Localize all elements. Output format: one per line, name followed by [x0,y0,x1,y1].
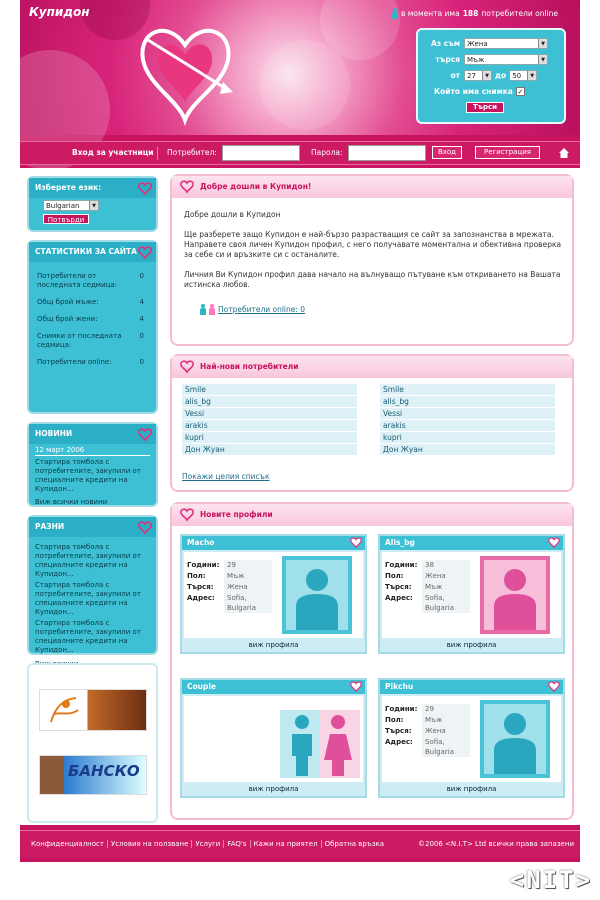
user-link[interactable]: arakis [380,420,555,432]
profile-card-body [382,696,561,782]
register-button[interactable]: Регистрация [475,146,540,159]
profile-field-label: Пол: [385,716,404,724]
footer-link[interactable]: FAQ's [224,840,250,848]
chevron-down-icon: ▼ [538,39,547,48]
chevron-down-icon: ▼ [89,201,98,210]
user-link[interactable]: alis_bg [182,396,357,408]
online-users-row [200,304,572,315]
profile-card[interactable] [378,534,565,654]
show-all-users-link[interactable]: Покажи целия списък [182,472,270,481]
newest-users-title-text: Най-нови потребители [200,362,299,371]
profile-name[interactable]: Alis_bg [385,538,415,547]
profile-name[interactable]: Macho [187,538,215,547]
misc-item[interactable]: Стартира томбола с потребителите, закупили от специалните кредити на Купидон... [35,581,141,616]
user-link[interactable]: Дон Жуан [182,444,357,456]
stat-value: 0 [139,272,144,280]
chevron-down-icon: ▼ [482,71,491,80]
profile-card-header [182,536,365,550]
footer-link[interactable]: Конфиденциалност [28,840,108,848]
footer-link[interactable]: Кажи на приятел [251,840,322,848]
user-icon [392,8,398,19]
welcome-paragraph-2: Личния Ви Купидон профил дава начало на вълнуващо пътуване към откриването на Вашата истинска любов. [184,270,561,289]
age-to-value: 50 [512,71,522,80]
seeking-label: търся [435,55,460,64]
view-profile-link[interactable]: виж профила [380,638,563,652]
newest-users-title [172,356,572,378]
age-to-label: до [495,71,507,80]
footer [20,830,580,857]
news-box [27,422,158,507]
stat-label: Снимки от последната седмица: [37,332,122,349]
language-title-text: Изберете език: [35,183,102,192]
ad-logo-icon [46,694,84,726]
home-icon[interactable] [558,147,570,159]
heart-icon [350,537,362,548]
profile-card-header [182,680,365,694]
age-to-select[interactable] [509,70,537,81]
view-profile-link[interactable]: виж профила [182,638,365,652]
age-from-select[interactable] [464,70,492,81]
stat-row [29,358,156,367]
profile-card[interactable] [378,678,565,798]
stat-label: Общ брой мъже: [37,298,99,306]
stat-row [29,298,156,307]
footer-link[interactable]: Услуги [192,840,224,848]
search-button[interactable]: Търси [466,102,504,113]
language-confirm-button[interactable]: Потвърди [43,214,89,224]
page-frame [20,0,580,862]
user-link[interactable]: Дон Жуан [380,444,555,456]
online-counter [392,8,558,19]
photo-label: Който има снимка [434,87,513,96]
username-label: Потребител: [167,148,217,157]
profile-field-label: Адрес: [385,594,413,602]
welcome-title [172,176,572,198]
profile-card-body [184,696,363,782]
profile-field-value: Sofia, Bulgaria [224,593,272,613]
login-title: Вход за участници [72,148,154,157]
profile-field-label: Търся: [385,727,412,735]
heart-icon [180,508,194,521]
profile-field-label: Адрес: [187,594,215,602]
profile-field-value: Мъж [422,582,470,593]
ads-box [27,663,158,823]
profile-field-label: Години: [385,561,418,569]
heart-icon [138,182,152,195]
heart-icon [350,681,362,692]
footer-link[interactable]: Обратна връзка [324,840,385,848]
stats-title-text: СТАТИСТИКИ ЗА САЙТА [35,247,137,256]
stat-value: 0 [139,358,144,366]
heart-arrow-art [138,20,233,130]
misc-item[interactable]: Стартира томбола с потребителите, закупили от специалните кредити на Купидон... [35,619,141,654]
profile-field-label: Търся: [187,583,214,591]
age-from-label: от [450,71,460,80]
profile-field-value: Жена [224,582,272,593]
profile-field-label: Години: [187,561,220,569]
site-logo[interactable]: Купидон [29,5,90,19]
user-link[interactable]: alis_bg [380,396,555,408]
footer-links [28,840,387,848]
view-profile-link[interactable]: виж профила [182,782,365,796]
stat-value: 0 [139,332,144,340]
ad-banner-2-text: БАНСКО [68,762,140,780]
stat-label: Потребители от последната седмица: [37,272,118,289]
profile-card-header [380,536,563,550]
misc-title [29,517,156,537]
profile-card-body [184,552,363,638]
photo-checkbox[interactable]: ✓ [517,88,524,96]
profile-field-value: Sofia, Bulgaria [422,593,470,613]
profile-field-value: Мъж [422,715,470,726]
nit-watermark: <NIT> [509,866,592,894]
user-link[interactable]: arakis [182,420,357,432]
new-profiles-title-text: Новите профили [200,510,273,519]
profile-field-value: 29 [422,704,470,715]
misc-item[interactable]: Стартира томбола с потребителите, закупили от специалните кредити на Купидон... [35,543,141,578]
profile-avatar[interactable] [480,700,550,778]
age-from-value: 27 [467,71,476,80]
profile-field-value: Мъж [224,571,272,582]
login-bar [20,141,580,165]
view-profile-link[interactable]: виж профила [380,782,563,796]
new-profiles-title [172,504,572,526]
language-value: Bulgarian [46,201,80,210]
welcome-heading: Добре дошли в Купидон [184,210,281,219]
i-am-select[interactable] [464,38,548,49]
chevron-down-icon: ▼ [538,55,547,64]
ad-banner-1[interactable] [39,689,147,731]
online-count: 188 [462,9,479,18]
i-am-label: Аз съм [431,39,460,48]
heart-icon [180,360,194,373]
profile-field-value: Жена [422,726,470,737]
chevron-down-icon: ▼ [527,71,536,80]
newest-users-col-2 [380,384,555,456]
profile-card-header [380,680,563,694]
stats-box [27,240,158,414]
user-link[interactable]: kupri [182,432,357,444]
users-icon [200,304,206,315]
news-title [29,424,156,444]
newest-users-box [170,354,574,492]
profile-card[interactable] [180,678,367,798]
profile-name[interactable]: Couple [187,682,217,691]
profile-avatar[interactable] [480,556,550,634]
profile-card-body [382,552,561,638]
username-input[interactable] [222,145,300,161]
user-icon [209,304,215,315]
all-news-link[interactable]: Виж всички новини [35,498,108,506]
profile-field-label: Години: [385,705,418,713]
i-am-value: Жена [467,39,488,48]
online-suffix: потребители online [481,9,558,18]
misc-title-text: РАЗНИ [35,522,65,531]
divider [157,147,158,160]
profile-field-label: Адрес: [385,738,413,746]
online-users-link[interactable]: Потребители online: 0 [218,305,306,314]
stat-label: Потребители online: [37,358,112,366]
footer-link[interactable]: Условия на ползване [108,840,192,848]
profile-field-value: Sofia, Bulgaria [422,737,470,757]
profile-avatar[interactable] [280,700,360,778]
language-title [29,178,156,198]
news-title-text: НОВИНИ [35,429,73,438]
search-panel [416,28,566,124]
news-item[interactable]: Стартира томбола с потребителите, закупили от специалните кредити на Купидон... [35,458,141,493]
user-link[interactable]: Vessi [182,408,357,420]
ad-banner-2[interactable] [39,755,147,795]
profile-field-value: 38 [422,560,470,571]
new-profiles-box [170,502,574,820]
seeking-select[interactable] [464,54,548,65]
welcome-title-text: Добре дошли в Купидон! [200,182,312,191]
heart-icon [180,180,194,193]
user-link[interactable]: Vessi [380,408,555,420]
copyright: ©2006 <N.I.T> Ltd всички права запазени [418,840,574,848]
heart-icon [138,428,152,441]
news-date: 12 март 2006 [35,446,150,456]
welcome-paragraph: Ще разберете защо Купидон е най-бързо разрастващия се сайт за запознанства в мрежата. Направете своя личен Купидон профил, с него получавате моментална и обективна проверка за себе си и връзките си с останалите. [184,230,562,259]
stat-row [29,315,156,324]
login-button[interactable]: Вход [432,146,462,159]
stat-value: 4 [139,298,144,306]
stat-row [29,332,156,350]
password-input[interactable] [348,145,426,161]
stats-list [29,272,156,367]
heart-icon [548,537,560,548]
user-link[interactable]: kupri [380,432,555,444]
seeking-value: Мъж [467,55,485,64]
misc-box [27,515,158,655]
heart-icon [138,521,152,534]
profile-avatar[interactable] [282,556,352,634]
welcome-box [170,174,574,346]
profile-field-label: Пол: [187,572,206,580]
profile-name[interactable]: Pikchu [385,682,414,691]
stat-label: Общ брой жени: [37,315,98,323]
language-box [27,176,158,232]
profile-card[interactable] [180,534,367,654]
content-area [20,168,580,825]
user-link[interactable]: Smile [380,384,555,396]
profile-field-label: Пол: [385,572,404,580]
header-banner [20,0,580,135]
profile-field-value: Жена [422,571,470,582]
language-select[interactable] [43,200,99,211]
heart-icon [548,681,560,692]
stat-value: 4 [139,315,144,323]
heart-icon [138,246,152,259]
newest-users-col-1 [182,384,357,456]
profile-field-label: Търся: [385,583,412,591]
online-prefix: в момента има [400,9,460,18]
stats-title [29,242,156,262]
user-link[interactable]: Smile [182,384,357,396]
password-label: Парола: [311,148,343,157]
stat-row [29,272,156,290]
profile-field-value: 29 [224,560,272,571]
